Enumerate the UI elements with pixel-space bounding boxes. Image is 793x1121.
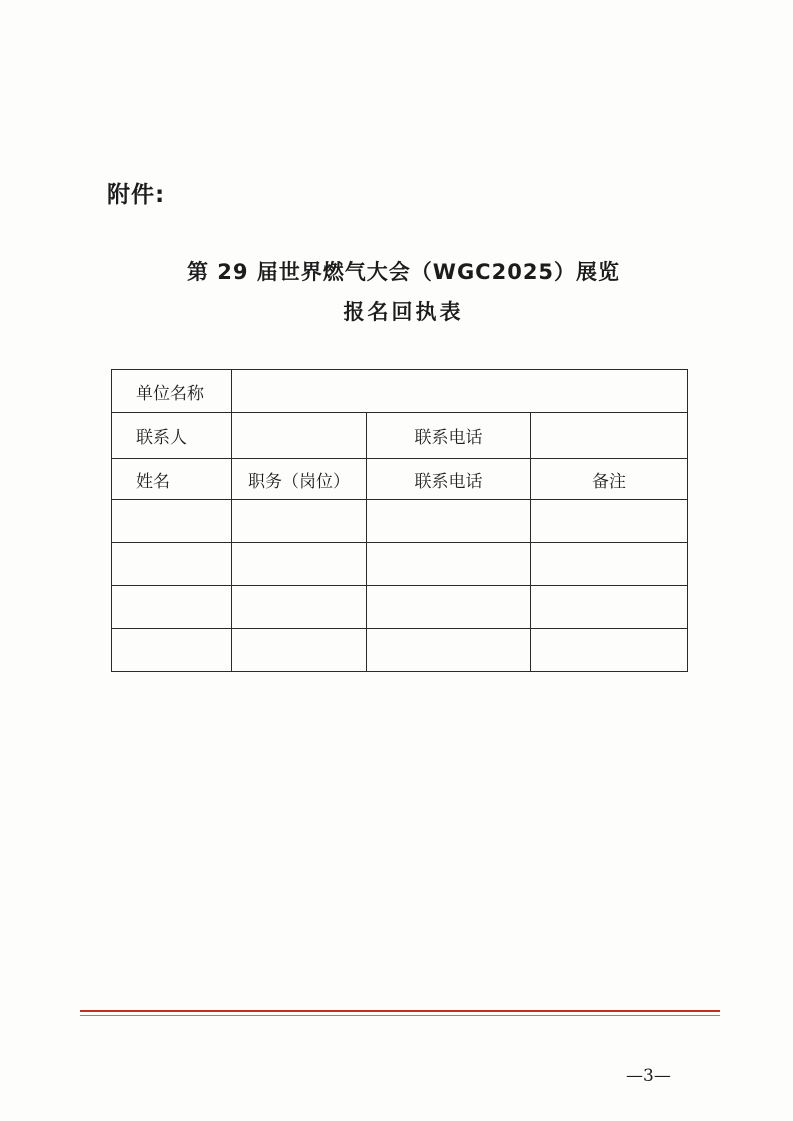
org-name-label: 单位名称 xyxy=(112,370,232,413)
contact-label: 联系人 xyxy=(112,413,232,459)
column-header-position: 职务（岗位） xyxy=(232,459,367,500)
column-header-remarks: 备注 xyxy=(531,459,688,500)
footer-rule xyxy=(80,1010,720,1012)
table-cell[interactable] xyxy=(531,586,688,629)
table-cell[interactable] xyxy=(112,500,232,543)
column-header-phone: 联系电话 xyxy=(367,459,531,500)
page-number: —3— xyxy=(626,1066,671,1086)
table-cell[interactable] xyxy=(367,543,531,586)
table-cell[interactable] xyxy=(367,629,531,672)
table-cell[interactable] xyxy=(531,500,688,543)
footer-rule-thin xyxy=(80,1015,720,1016)
table-row xyxy=(112,543,688,586)
column-header-row xyxy=(112,459,688,500)
table-cell[interactable] xyxy=(232,500,367,543)
table-row xyxy=(112,500,688,543)
registration-table xyxy=(111,369,688,672)
contact-row xyxy=(112,413,688,459)
column-header-name: 姓名 xyxy=(112,459,232,500)
table-cell[interactable] xyxy=(367,586,531,629)
form-title: 第 29 届世界燃气大会（WGC2025）展览 xyxy=(186,260,621,284)
table-row xyxy=(112,629,688,672)
contact-phone-field[interactable] xyxy=(531,413,688,459)
table-cell[interactable] xyxy=(367,500,531,543)
table-cell[interactable] xyxy=(112,629,232,672)
table-cell[interactable] xyxy=(531,543,688,586)
contact-phone-label: 联系电话 xyxy=(367,413,531,459)
table-cell[interactable] xyxy=(232,629,367,672)
org-name-field[interactable] xyxy=(232,370,688,413)
table-cell[interactable] xyxy=(232,543,367,586)
table-cell[interactable] xyxy=(112,586,232,629)
org-name-row xyxy=(112,370,688,413)
table-cell[interactable] xyxy=(232,586,367,629)
table-cell[interactable] xyxy=(112,543,232,586)
contact-field[interactable] xyxy=(232,413,367,459)
table-cell[interactable] xyxy=(531,629,688,672)
form-subtitle: 报名回执表 xyxy=(343,300,464,324)
table-row xyxy=(112,586,688,629)
attachment-label: 附件: xyxy=(107,182,166,208)
